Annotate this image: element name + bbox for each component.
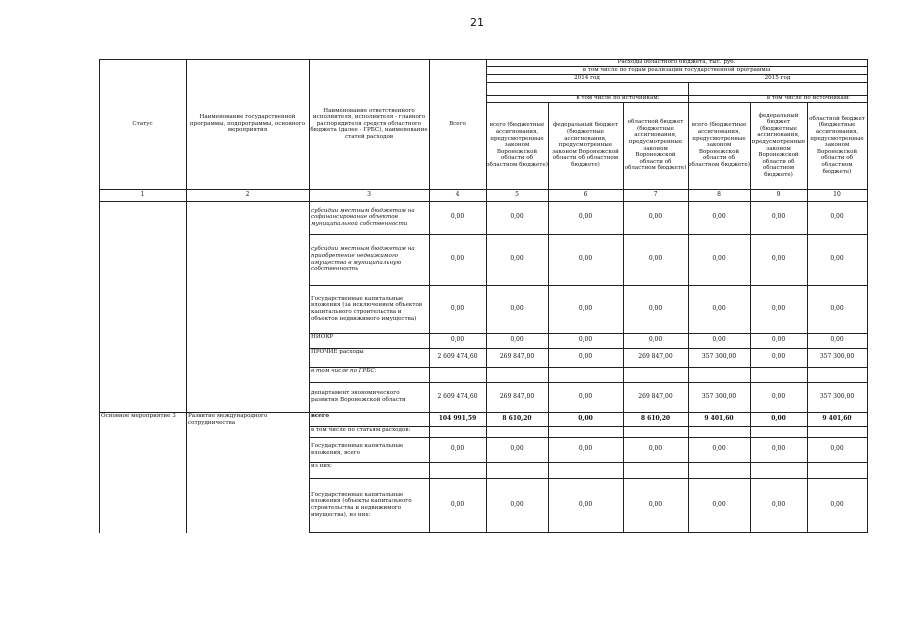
value-cell: 357 300,00	[701, 392, 737, 400]
col-federal-2015: федеральный бюджет (бюджетные ассигнования, предусмотренные законом Воронежской области об областном бюджете)	[751, 112, 806, 178]
value-cell: 0,00	[510, 500, 524, 508]
table-line	[309, 532, 867, 533]
value-cell: 0,00	[510, 304, 524, 312]
value-cell: 0,00	[648, 445, 663, 453]
program-name-header: Наименование государственной программы, подпрограммы, основного мероприятия	[189, 114, 306, 134]
column-number: 10	[833, 190, 841, 198]
col-total-2015: всего (бюджетные ассигнования, предусмотренные законом Воронежской области об областном бюджете)	[688, 122, 750, 168]
value-cell: 0,00	[830, 213, 844, 221]
value-cell: 0,00	[510, 255, 524, 263]
status-header: Статус	[132, 120, 153, 127]
column-number: 6	[583, 190, 588, 198]
value-cell: 0,00	[648, 500, 663, 508]
value-cell: 2 609 474,60	[437, 353, 478, 361]
value-cell: 0,00	[712, 445, 726, 453]
row-label: всего	[311, 413, 330, 419]
year-2014-header: 2014 год	[574, 74, 600, 81]
value-cell: 0,00	[450, 336, 465, 344]
row-label: НИОКР	[311, 334, 334, 340]
value-cell: 0,00	[578, 414, 593, 422]
value-cell: 0,00	[712, 336, 726, 344]
value-cell: 0,00	[450, 304, 465, 312]
value-cell: 0,00	[510, 213, 524, 221]
value-cell: 8 610,20	[502, 414, 532, 422]
value-cell: 0,00	[578, 304, 593, 312]
value-cell: 0,00	[578, 500, 593, 508]
value-cell: 0,00	[450, 500, 465, 508]
value-cell: 0,00	[771, 255, 786, 263]
value-cell: 0,00	[450, 255, 465, 263]
col-total-2014: всего (бюджетные ассигнования, предусмотренные законом Воронежской области об областном бюджете)	[486, 122, 548, 168]
by-sources-2014: в том числе по источникам:	[576, 95, 660, 102]
value-cell: 0,00	[578, 392, 593, 400]
value-cell: 0,00	[578, 336, 593, 344]
value-cell: 0,00	[771, 336, 786, 344]
value-cell: 0,00	[712, 255, 726, 263]
by-sources-2015: в том числе по источникам:	[766, 95, 851, 102]
row-label: департамент экономического развития Воронежской области	[311, 390, 406, 403]
row-label: Государственные капитальные вложения (объекты капитального строительства и недвижимого имущества), из них:	[311, 491, 412, 518]
value-cell: 0,00	[771, 353, 786, 361]
row-label: Государственные капитальные вложения, всего	[311, 442, 404, 456]
column-number: 3	[367, 190, 371, 198]
row-label: ПРОЧИЕ расходы	[311, 349, 364, 355]
value-cell: 0,00	[712, 304, 726, 312]
column-number: 9	[776, 190, 781, 198]
expenses-title: Расходы областного бюджета, тыс. руб.	[617, 59, 736, 66]
column-number: 2	[245, 190, 250, 198]
value-cell: 0,00	[648, 213, 663, 221]
value-cell: 0,00	[712, 213, 726, 221]
row-label: Государственные капитальные вложения (за исключением объектов капитального строительства и объектов недвижимого имущества)	[311, 295, 423, 322]
value-cell: 0,00	[830, 255, 844, 263]
value-cell: 357 300,00	[819, 353, 855, 361]
value-cell: 0,00	[771, 500, 786, 508]
value-cell: 0,00	[648, 304, 663, 312]
value-cell: 0,00	[648, 255, 663, 263]
value-cell: 269 847,00	[499, 353, 535, 361]
value-cell: 0,00	[450, 213, 465, 221]
column-number: 1	[140, 190, 145, 198]
value-cell: 0,00	[830, 500, 844, 508]
value-cell: 8 610,20	[640, 414, 671, 422]
value-cell: 0,00	[578, 255, 593, 263]
value-cell: 357 300,00	[819, 392, 855, 400]
column-number: 8	[717, 190, 721, 198]
value-cell: 0,00	[450, 445, 465, 453]
value-cell: 0,00	[578, 213, 593, 221]
value-cell: 357 300,00	[701, 353, 737, 361]
col-regional-2014: областной бюджет (бюджетные ассигнования, предусмотренные законом Воронежской области об областном бюджете)	[624, 119, 687, 172]
table-line	[486, 82, 867, 83]
value-cell: 9 401,60	[822, 414, 852, 422]
column-number: 5	[515, 190, 519, 198]
row-label: в том числе по статьям расходов:	[311, 427, 411, 433]
value-cell: 2 609 474,60	[437, 392, 478, 400]
column-number: 7	[653, 190, 658, 198]
value-cell: 0,00	[830, 445, 844, 453]
row-label: в том числе по ГРБС:	[311, 368, 377, 374]
value-cell: 9 401,60	[704, 414, 734, 422]
value-cell: 0,00	[771, 445, 786, 453]
value-cell: 0,00	[771, 414, 786, 422]
executor-header: Наименование ответственного исполнителя, исполнителя - главного распорядителя средств областного бюджета (далее - ГРБС), наименование статей расходов	[310, 107, 428, 140]
row-label: из них:	[311, 463, 333, 469]
value-cell: 0,00	[771, 213, 786, 221]
status-cell: Основное мероприятие 3	[101, 413, 176, 419]
value-cell: 0,00	[510, 445, 524, 453]
by-years-header: в том числе по годам реализации государственной программы	[582, 66, 771, 73]
col-regional-2015: областной бюджет (бюджетные ассигнования, предусмотренные законом Воронежской области об областном бюджете)	[809, 115, 865, 175]
total-header: Всего	[449, 120, 466, 127]
column-number: 4	[455, 190, 460, 198]
value-cell: 104 991,59	[438, 414, 477, 422]
value-cell: 0,00	[510, 336, 524, 344]
value-cell: 0,00	[830, 336, 844, 344]
value-cell: 0,00	[648, 336, 663, 344]
program-cell: Развитие международного сотрудничества	[188, 413, 268, 426]
value-cell: 0,00	[771, 304, 786, 312]
value-cell: 0,00	[830, 304, 844, 312]
year-2015-header: 2015 год	[764, 74, 791, 81]
value-cell: 269 847,00	[638, 353, 673, 361]
row-label: субсидии местным бюджетам на софинансирование объектов муниципальной собственности	[311, 207, 415, 227]
table-line	[867, 59, 868, 533]
col-federal-2014: федеральный бюджет (бюджетные ассигнования, предусмотренные законом Воронежской области об областном бюджете)	[552, 122, 619, 168]
value-cell: 0,00	[578, 445, 593, 453]
value-cell: 0,00	[771, 392, 786, 400]
value-cell: 269 847,00	[499, 392, 535, 400]
value-cell: 0,00	[712, 500, 726, 508]
value-cell: 0,00	[578, 353, 593, 361]
page-number: 21	[470, 16, 484, 29]
row-label: субсидии местным бюджетам на приобретение недвижимого имущества в муниципальную собственность	[311, 246, 415, 273]
value-cell: 269 847,00	[638, 392, 673, 400]
